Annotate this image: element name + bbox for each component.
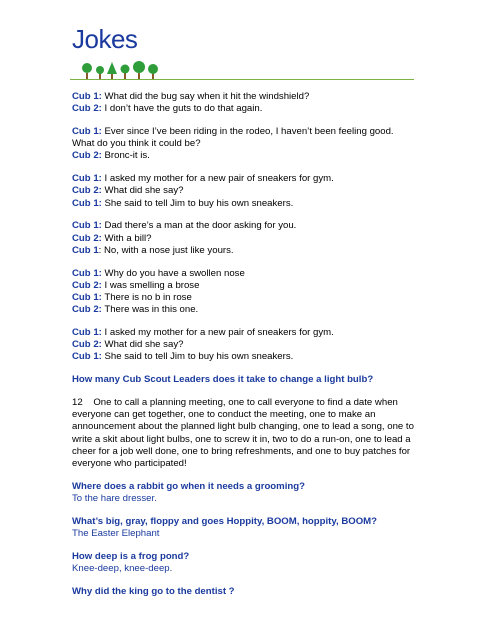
riddle-block bbox=[72, 516, 422, 540]
dialogue-line bbox=[72, 91, 422, 103]
dialogue-text: I asked my mother for a new pair of sneakers for gym. bbox=[101, 327, 334, 339]
speaker-label: Cub 1: bbox=[72, 126, 102, 137]
riddle-question: How deep is a frog pond? bbox=[72, 550, 190, 562]
page-title: Jokes bbox=[72, 24, 138, 54]
dialogue-line bbox=[72, 339, 422, 351]
dialogue-block bbox=[72, 220, 422, 257]
tree-row-icon bbox=[80, 60, 164, 80]
speaker-label: Cub 2: bbox=[72, 150, 102, 162]
dialogue-text: She said to tell Jim to buy his own sneakers. bbox=[101, 351, 294, 363]
riddle-block bbox=[72, 481, 422, 505]
dialogue-text: I don’t have the guts to do that again. bbox=[101, 103, 263, 115]
speaker-label: Cub 2: bbox=[72, 103, 102, 115]
riddle-answer: To the hare dresser. bbox=[72, 493, 157, 505]
dialogue-text: There is no b in rose bbox=[101, 292, 192, 304]
riddle-question: How many Cub Scout Leaders does it take to change a light bulb? bbox=[72, 374, 374, 386]
dialogue-text: Bronc-it is. bbox=[101, 150, 150, 162]
riddle-answer-block bbox=[72, 397, 422, 470]
dialogue-text: What did the bug say when it hit the windshield? bbox=[101, 91, 310, 102]
riddle-block bbox=[72, 551, 422, 575]
dialogue-text: Why do you have a swollen nose bbox=[101, 267, 245, 279]
tree-divider bbox=[70, 60, 414, 82]
dialogue-line bbox=[72, 327, 422, 339]
speaker-label: Cub 1: bbox=[72, 197, 102, 209]
speaker-label: Cub 1: bbox=[72, 267, 102, 279]
speaker-label: Cub 1: bbox=[72, 292, 102, 304]
dialogue-line bbox=[72, 220, 422, 232]
riddle-block bbox=[72, 586, 422, 598]
dialogue-line bbox=[72, 138, 422, 150]
riddle-answer: Knee-deep, knee-deep. bbox=[72, 563, 173, 575]
jokes-content bbox=[72, 91, 422, 609]
dialogue-line bbox=[72, 126, 422, 138]
speaker-label: Cub 1: bbox=[72, 351, 102, 363]
dialogue-text: Ever since I’ve been riding in the rodeo, I haven’t been feeling good. bbox=[101, 126, 394, 137]
dialogue-block bbox=[72, 126, 422, 163]
speaker-label: Cub 2: bbox=[72, 232, 102, 244]
speaker-label: Cub 1: bbox=[72, 327, 102, 339]
divider-line bbox=[70, 79, 414, 80]
dialogue-block bbox=[72, 91, 422, 115]
speaker-label: Cub 2: bbox=[72, 185, 102, 197]
dialogue-line bbox=[72, 351, 422, 363]
dialogue-line bbox=[72, 280, 422, 292]
speaker-label: Cub 1 bbox=[72, 244, 99, 256]
dialogue-text: There was in this one. bbox=[101, 304, 199, 316]
dialogue-line bbox=[72, 150, 422, 162]
dialogue-block bbox=[72, 268, 422, 317]
speaker-label: Cub 2: bbox=[72, 339, 102, 351]
dialogue-line bbox=[72, 233, 422, 245]
speaker-label: Cub 1: bbox=[72, 91, 102, 102]
riddle-block bbox=[72, 374, 422, 386]
riddle-question: What’s big, gray, floppy and goes Hoppity, BOOM, hoppity, BOOM? bbox=[72, 515, 378, 527]
dialogue-text: Dad there’s a man at the door asking for you. bbox=[101, 220, 297, 232]
speaker-label: Cub 1: bbox=[72, 173, 102, 185]
dialogue-line bbox=[72, 185, 422, 197]
speaker-label: Cub 2: bbox=[72, 304, 102, 316]
dialogue-line bbox=[72, 304, 422, 316]
speaker-label: Cub 1: bbox=[72, 220, 102, 232]
dialogue-block bbox=[72, 173, 422, 210]
dialogue-line bbox=[72, 103, 422, 115]
dialogue-line bbox=[72, 292, 422, 304]
dialogue-text: She said to tell Jim to buy his own sneakers. bbox=[101, 197, 294, 209]
dialogue-text: : No, with a nose just like yours. bbox=[98, 244, 234, 256]
riddle-question: Why did the king go to the dentist ? bbox=[72, 585, 235, 597]
dialogue-text: I was smelling a brose bbox=[101, 279, 200, 291]
speaker-label: Cub 2: bbox=[72, 279, 102, 291]
dialogue-text: What did she say? bbox=[101, 339, 184, 351]
dialogue-block bbox=[72, 327, 422, 364]
dialogue-text: With a bill? bbox=[101, 232, 152, 244]
dialogue-line bbox=[72, 198, 422, 210]
dialogue-text: What do you think it could be? bbox=[72, 138, 201, 150]
dialogue-text: What did she say? bbox=[101, 185, 184, 197]
riddle-answer: 12 One to call a planning meeting, one to call everyone to find a date when everyone can get together, one to conduct the meeting, one to make an announcement about the planned light bulb changing, one to lead a song, one to write a skit about light bulbs, one to screw it in, two to do a run-on, one to lead a cheer for a job well done, one to bring refreshments, and one to buy patches for everyone who participated! bbox=[72, 397, 414, 470]
riddle-answer: The Easter Elephant bbox=[72, 528, 160, 540]
dialogue-line bbox=[72, 245, 422, 257]
dialogue-line bbox=[72, 268, 422, 280]
dialogue-line bbox=[72, 173, 422, 185]
dialogue-text: I asked my mother for a new pair of sneakers for gym. bbox=[101, 173, 334, 185]
riddle-question: Where does a rabbit go when it needs a grooming? bbox=[72, 480, 305, 492]
